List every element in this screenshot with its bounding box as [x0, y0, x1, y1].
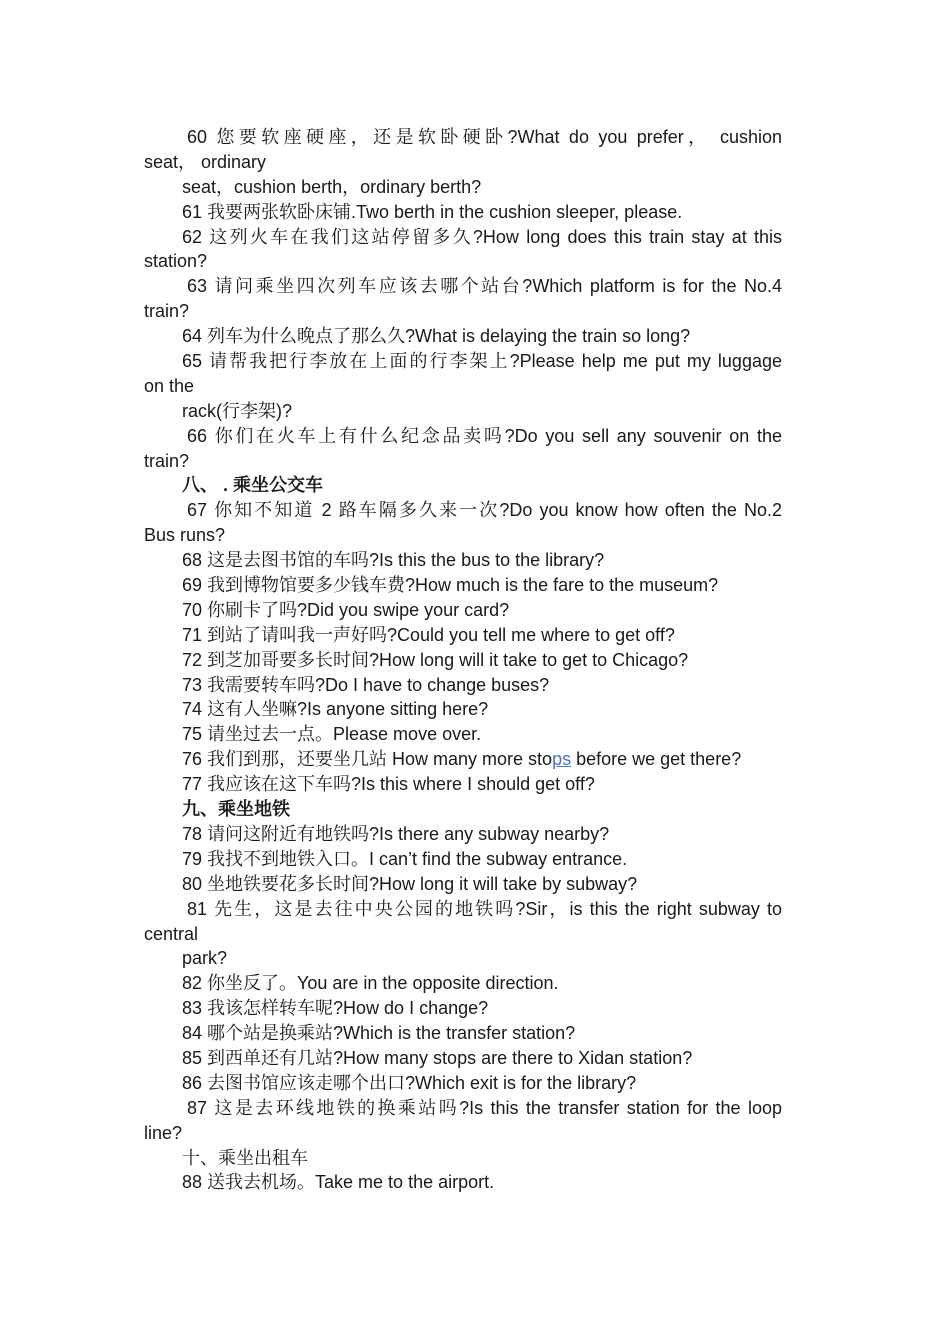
document-body	[144, 125, 782, 1195]
sentence-66-line2: train?	[144, 450, 190, 471]
sentence-69: 69 我到博物馆要多少钱车费?How much is the fare to the museum?	[182, 575, 719, 596]
sentence-77: 77 我应该在这下车吗?Is this where I should get off?	[182, 774, 595, 795]
sentence-81-line1: 81 先生，这是去往中央公园的地铁吗?Sir，is this the right subway to	[187, 898, 782, 919]
sentence-76	[144, 747, 782, 772]
sentence-70: 70 你刷卡了吗?Did you swipe your card?	[182, 599, 510, 620]
sentence-87-line1: 87 这是去环线地铁的换乘站吗?Is this the transfer station for the loop	[187, 1097, 782, 1118]
sentence-65-line3: rack(行李架)?	[182, 400, 293, 421]
sentence-64: 64 列车为什么晚点了那么久?What is delaying the train so long?	[182, 326, 691, 347]
sentence-72: 72 到芝加哥要多长时间?How long will it take to get to Chicago?	[182, 649, 689, 670]
sentence-81-line3: park?	[182, 948, 228, 969]
section-heading-10: 十、乘坐出租车	[182, 1147, 308, 1168]
sentence-80: 80 坐地铁要花多长时间?How long it will take by subway?	[182, 873, 638, 894]
sentence-62-line1: 62 这列火车在我们这站停留多久?How long does this train stay at this	[182, 226, 782, 247]
sentence-71: 71 到站了请叫我一声好吗?Could you tell me where to get off?	[182, 624, 675, 645]
sentence-84: 84 哪个站是换乘站?Which is the transfer station?	[182, 1023, 576, 1044]
section-heading-8: 八、 . 乘坐公交车	[182, 475, 324, 496]
sentence-60-line2: seat， ordinary	[144, 151, 267, 172]
sentence-76-text-start: 76 我们到那，还要坐几站 How many more sto	[182, 749, 553, 770]
sentence-65-line1: 65 请帮我把行李放在上面的行李架上?Please help me put my luggage	[182, 351, 782, 372]
section-heading-9: 九、乘坐地铁	[182, 799, 290, 820]
sentence-60-line1: 60 您要软座硬座，还是软卧硬卧?What do you prefer， cushion	[187, 127, 782, 147]
sentence-88: 88 送我去机场。Take me to the airport.	[182, 1172, 495, 1193]
sentence-85: 85 到西单还有几站?How many stops are there to Xidan station?	[182, 1047, 693, 1068]
sentence-81-line2: central	[144, 923, 199, 944]
sentence-78: 78 请问这附近有地铁吗?Is there any subway nearby?	[182, 823, 610, 844]
sentence-63-line1: 63 请问乘坐四次列车应该去哪个站台?Which platform is for the No.4	[187, 276, 782, 297]
sentence-62-line2: station?	[144, 251, 208, 272]
sentence-65-line2: on the	[144, 375, 195, 396]
sentence-73: 73 我需要转车吗?Do I have to change buses?	[182, 674, 550, 695]
sentence-63-line2: train?	[144, 301, 190, 322]
sentence-68: 68 这是去图书馆的车吗?Is this the bus to the library?	[182, 550, 605, 571]
sentence-75: 75 请坐过去一点。Please move over.	[182, 724, 482, 745]
sentence-83: 83 我该怎样转车呢?How do I change?	[182, 998, 489, 1019]
sentence-86: 86 去图书馆应该走哪个出口?Which exit is for the library?	[182, 1072, 637, 1093]
sentence-67-line1: 67 你知不知道 2 路车隔多久来一次?Do you know how often the No.2	[187, 500, 782, 521]
sentence-82: 82 你坐反了。You are in the opposite direction.	[182, 973, 559, 994]
sentence-74: 74 这有人坐嘛?Is anyone sitting here?	[182, 699, 489, 720]
sentence-61: 61 我要两张软卧床铺.Two berth in the cushion sleeper, please.	[182, 201, 683, 222]
sentence-60-line3: seat，cushion berth，ordinary berth?	[182, 176, 482, 197]
sentence-76-text-end: before we get there?	[571, 749, 742, 770]
sentence-67-line2: Bus runs?	[144, 525, 226, 546]
sentence-76-link[interactable]: ps	[552, 749, 572, 770]
sentence-87-line2: line?	[144, 1122, 183, 1143]
sentence-79: 79 我找不到地铁入口。I can’t find the subway entrance.	[182, 848, 628, 869]
sentence-66-line1: 66 你们在火车上有什么纪念品卖吗?Do you sell any souvenir on the	[187, 425, 782, 446]
